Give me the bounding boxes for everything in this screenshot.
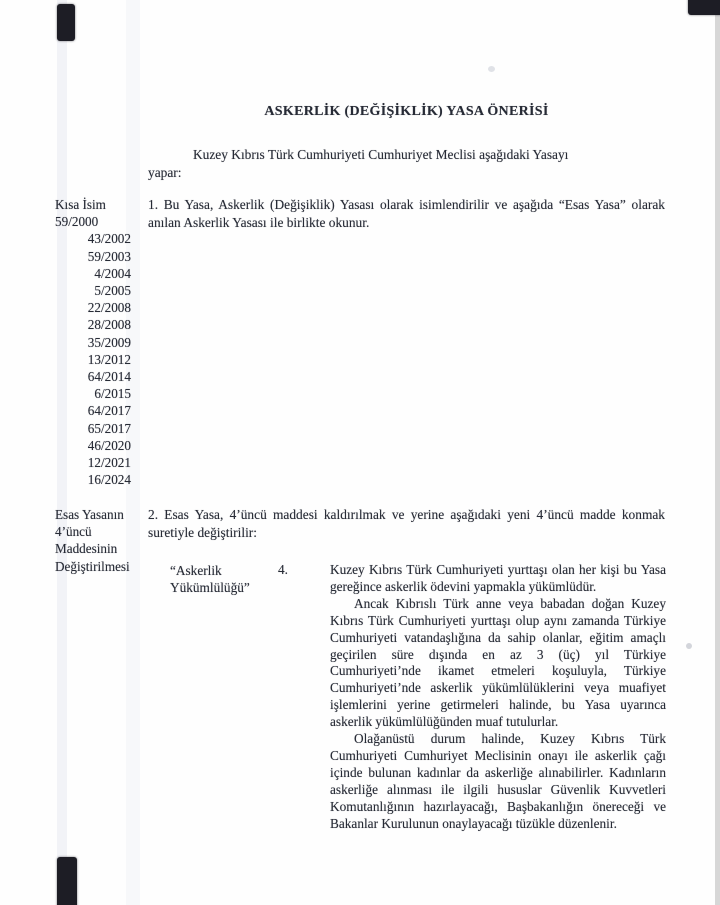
new-article-side-heading: “Askerlik Yükümlülüğü” [170,563,250,596]
new-article-paragraph: Kuzey Kıbrıs Türk Cumhuriyeti yurttaşı olan her kişi bu Yasa gereğince askerlik ödevini yapmakla yükümlüdür. [330,562,666,594]
scan-artifact-mark [688,0,720,15]
margin-note-line: Maddesinin [55,541,118,557]
margin-note-article-2 [55,506,147,575]
amendment-list [55,230,147,488]
amendment-number: 28/2008 [87,317,131,333]
amendment-number: 6/2015 [94,386,131,402]
article-1-text: 1. Bu Yasa, Askerlik (Değişiklik) Yasası olarak isimlendirilir ve aşağıda “Esas Yasa” olarak anılan Askerlik Yasası ile birlikte okunur. [148,197,665,230]
margin-note-line: Değiştirilmesi [55,558,130,574]
scan-smudge [488,66,495,72]
amendment-number: 4/2004 [94,265,131,281]
new-article-paragraph: Ancak Kıbrıslı Türk anne veya babadan doğan Kuzey Kıbrıs Türk Cumhuriyeti yurttaşı olup aynı zamanda Türkiye Cumhuriyeti vatandaşlığına da sahip olanlar, eğitim amaçlı geçirilen süre dışında en az 3 (üç) yıl Türkiye Cumhuriyeti’nde ikamet etmeleri koşuluyla, Türkiye Cumhuriyeti’nde askerlik yükümlülüklerini veya muafiyet işlemlerini yerine getirmeleri halinde, bu Yasa uyarınca askerlik yükümlülüğünden muaf tutulurlar. [330,595,666,730]
margin-note-line: Esas Yasanın [55,507,124,522]
amendment-number: 5/2005 [94,283,131,299]
new-article-number: 4. [278,562,288,577]
amendment-number: 35/2009 [87,334,131,350]
amendment-number: 46/2020 [87,437,131,453]
amendment-number: 16/2024 [87,472,131,488]
amendment-number: 64/2014 [87,369,131,385]
article-2-intro: 2. Esas Yasa, 4’üncü maddesi kaldırılmak ve yerine aşağıdaki yeni 4’üncü madde konmak suretiyle değiştirilir: [148,507,665,540]
amendment-number: 59/2003 [87,248,131,264]
margin-note-line: 4’üncü [55,524,92,540]
scan-edge-band [715,0,720,905]
margin-note-short-title [55,196,147,488]
amendment-number: 43/2002 [87,231,131,247]
document-title: ASKERLİK (DEĞİŞİKLİK) YASA ÖNERİSİ [264,104,549,119]
scan-artifact-mark [57,857,77,905]
base-law-number: 59/2000 [55,214,99,230]
scan-smudge [686,643,692,649]
amendment-number: 64/2017 [87,403,131,419]
amendment-number: 12/2021 [87,455,131,471]
amendment-number: 22/2008 [87,300,131,316]
new-article-paragraph: Olağanüstü durum halinde, Kuzey Kıbrıs Türk Cumhuriyeti Cumhuriyet Meclisinin onayı ile askerlik çağı içinde bulunan kadınlar da askerliğe alınabilirler. Kadınların askerliğe alınması ile ilgili hususlar Güvenlik Kuvvetleri Komutanlığının hazırlayacağı, Başbakanlığın önereceği ve Bakanlar Kurulunun onaylayacağı tüzükle düzenlenir. [330,731,666,831]
short-title-label: Kısa İsim [55,197,106,212]
amendment-number: 13/2012 [87,351,131,367]
intro-line-2: yapar: [148,165,182,180]
scan-artifact-mark [57,4,75,41]
amendment-number: 65/2017 [87,420,131,436]
intro-line-1: Kuzey Kıbrıs Türk Cumhuriyeti Cumhuriyet Meclisi aşağıdaki Yasayı [193,147,569,162]
new-article-body [330,562,666,833]
intro-paragraph [148,146,665,182]
